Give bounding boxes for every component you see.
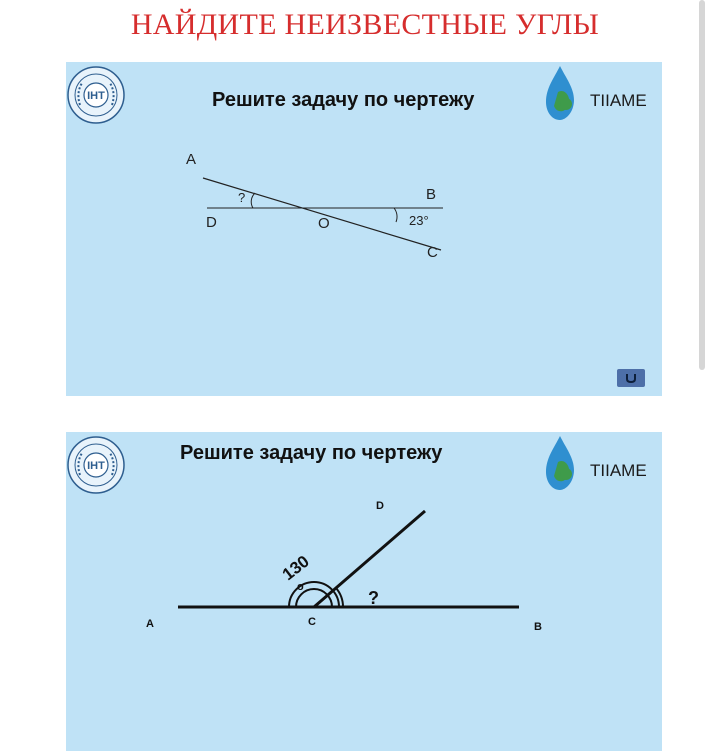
emblem-text: IHT [87,90,105,102]
angle-label-130: 130 [278,551,313,585]
angle-label-unknown: ? [368,588,379,608]
emblem-text: IHT [87,460,105,472]
point-label-d: D [206,214,217,231]
tiiame-logo [544,62,662,132]
page-title: НАЙДИТЕ НЕИЗВЕСТНЫЕ УГЛЫ [130,8,600,41]
line-ac [203,178,441,250]
point-label-a: A [146,618,154,630]
angle-label-known: 23° [409,213,429,228]
slide-1-title: Решите задачу по чертежу [212,89,475,111]
angle-arc-known [394,208,397,222]
academic-emblem-logo [66,65,126,125]
angle-label-unknown: ? [238,190,246,205]
angle-arc-unknown [251,193,255,208]
slide-1 [66,62,662,396]
academic-emblem-logo [66,435,126,495]
point-label-o: O [318,215,330,232]
tiiame-logo-text: TIIAME [590,461,647,480]
scrollbar[interactable] [699,0,705,370]
angle-degree-mark: o [297,581,304,593]
diagram-1 [166,142,466,272]
undo-button[interactable] [617,369,645,387]
tiiame-logo-text: TIIAME [590,91,647,110]
point-label-c: C [308,616,316,628]
slide-2 [66,432,662,751]
point-label-a: A [186,151,197,168]
point-label-d: D [376,500,384,512]
undo-icon [624,372,638,384]
slide-2-title: Решите задачу по чертежу [180,442,443,464]
point-label-c: C [427,244,438,261]
point-label-b: B [426,186,437,203]
point-label-b: B [534,621,542,633]
diagram-2 [136,487,566,637]
